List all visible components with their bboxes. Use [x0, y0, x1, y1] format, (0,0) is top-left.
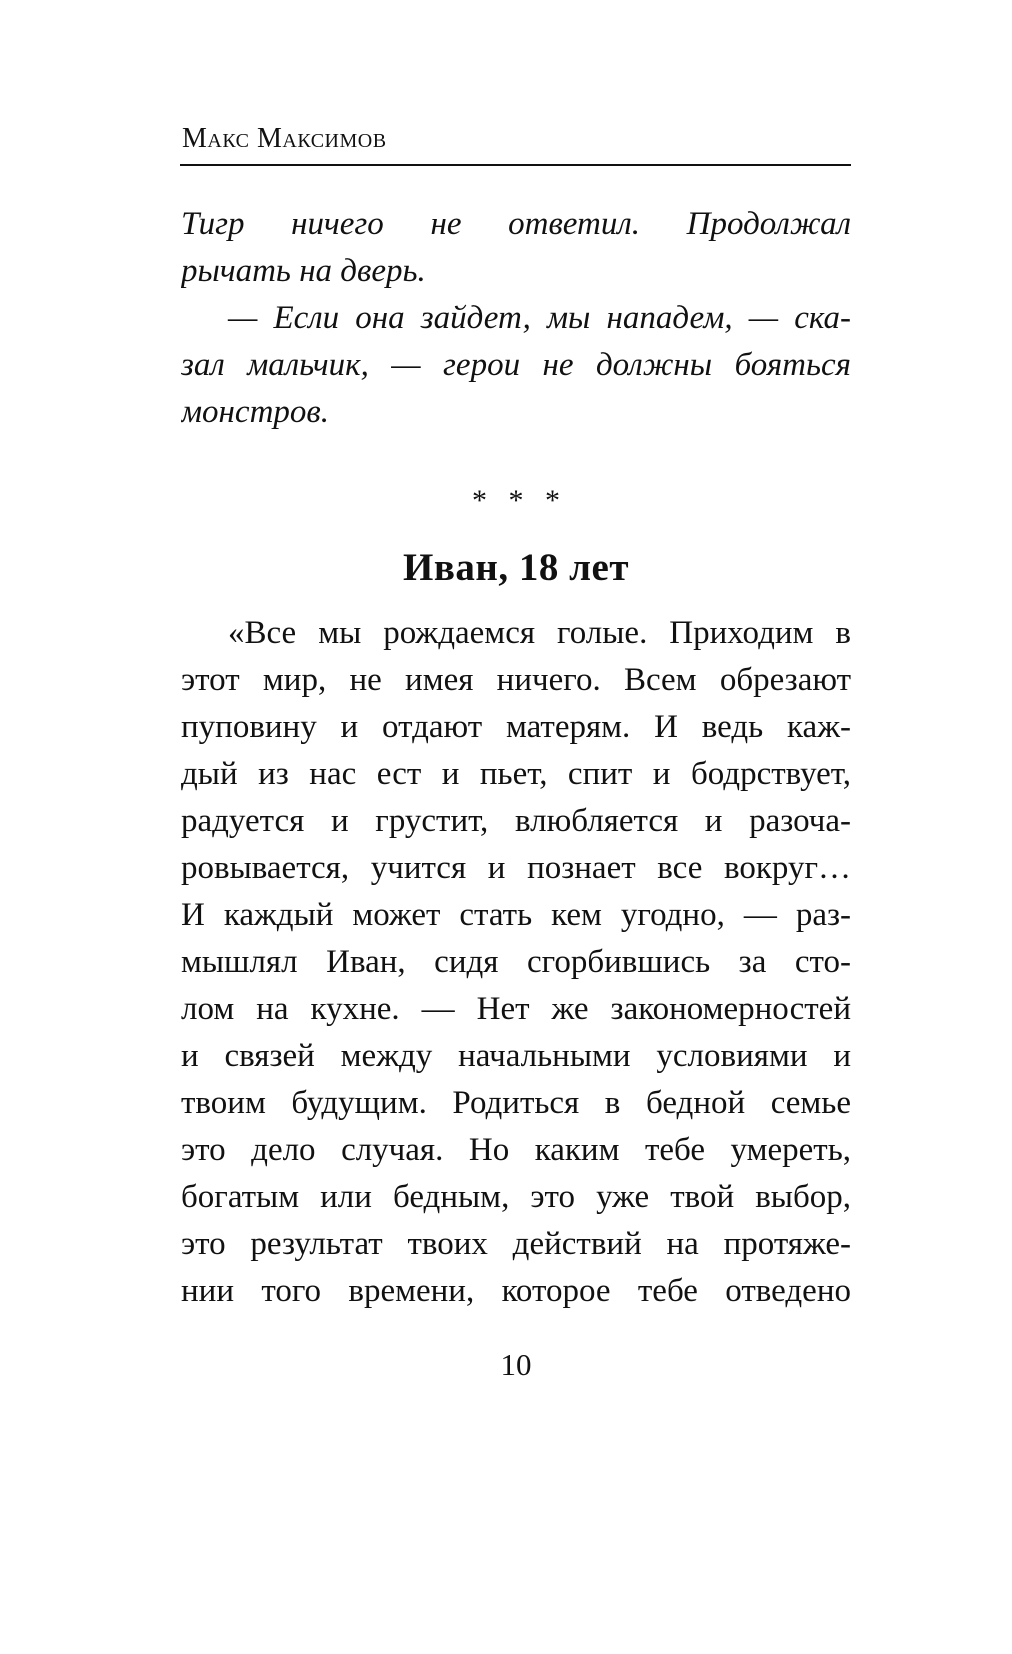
text-line: лом на кухне. — Нет же закономерностей — [181, 991, 851, 1027]
text-line: и связей между начальными условиями и — [181, 1038, 851, 1074]
previous-section-text — [181, 201, 851, 436]
text-line: радуется и грустит, влюбляется и разоча- — [181, 803, 851, 839]
text-line: Тигр ничего не ответил. Продолжал — [181, 206, 851, 242]
text-line: пуповину и отдают матерям. И ведь каж- — [181, 709, 851, 745]
text-line: этот мир, не имея ничего. Всем обрезают — [181, 662, 851, 698]
text-line: рычать на дверь. — [181, 253, 426, 289]
section-separator: * * * — [472, 484, 560, 517]
text-line: нии того времени, которое тебе отведено — [181, 1273, 851, 1309]
text-line: — Если она зайдет, мы нападем, — ска- — [228, 300, 851, 336]
text-line: дый из нас ест и пьет, спит и бодрствует, — [181, 756, 851, 792]
text-line: твоим будущим. Родиться в бедной семье — [181, 1085, 851, 1121]
text-line: монстров. — [181, 394, 329, 430]
text-line: «Все мы рождаемся голые. Приходим в — [228, 615, 851, 651]
section-body-text — [181, 610, 851, 1315]
text-line: ровывается, учится и познает все вокруг… — [181, 850, 851, 886]
page-number: 10 — [500, 1347, 532, 1382]
text-line: это дело случая. Но каким тебе умереть, — [181, 1132, 851, 1168]
text-line: мышлял Иван, сидя сгорбившись за сто- — [181, 944, 851, 980]
text-line: это результат твоих действий на протяже- — [181, 1226, 851, 1262]
text-line: зал мальчик, — герои не должны бояться — [181, 347, 851, 383]
running-header-author: Макс Максимов — [182, 123, 387, 154]
text-line: богатым или бедным, это уже твой выбор, — [181, 1179, 851, 1215]
header-rule — [180, 164, 851, 166]
section-title: Иван, 18 лет — [403, 546, 629, 589]
text-line: И каждый может стать кем угодно, — раз- — [181, 897, 851, 933]
